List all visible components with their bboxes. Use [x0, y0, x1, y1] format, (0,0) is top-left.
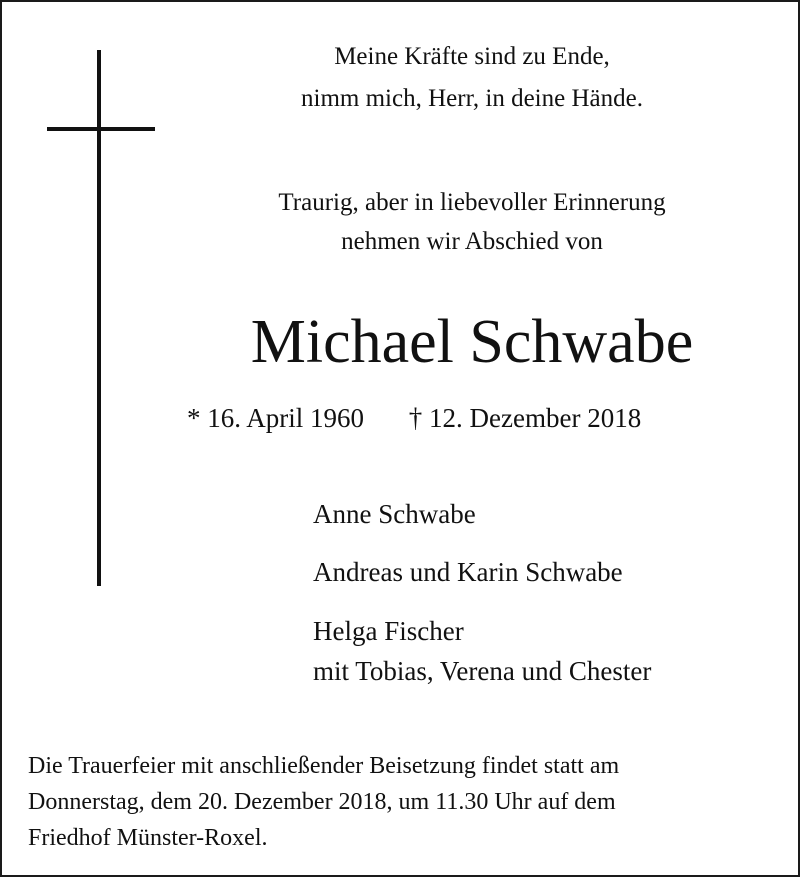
verse-line: nimm mich, Herr, in deine Hände.: [301, 85, 643, 112]
service-line: Donnerstag, dem 20. Dezember 2018, um 11.30 Uhr auf dem: [28, 789, 616, 815]
mourner-entry: [313, 611, 651, 691]
service-line: Friedhof Münster-Roxel.: [28, 825, 268, 851]
birth-date: * 16. April 1960: [187, 403, 365, 433]
mourner-entry: [313, 552, 623, 592]
service-details: [28, 748, 788, 856]
mourner-name: Andreas und Karin Schwabe: [313, 557, 623, 587]
death-date: † 12. Dezember 2018: [408, 403, 642, 433]
mourner-entry: [313, 494, 476, 534]
cross-icon-beam: [47, 127, 155, 131]
intro-line: Traurig, aber in liebevoller Erinnerung: [278, 189, 666, 216]
service-line: Die Trauerfeier mit anschließender Beisetzung findet statt am: [28, 753, 620, 779]
verse: [202, 36, 742, 120]
intro-line: nehmen wir Abschied von: [341, 228, 603, 255]
mourner-companions: mit Tobias, Verena und Chester: [313, 656, 652, 686]
deceased-name: Michael Schwabe: [250, 308, 694, 376]
intro-text: [172, 183, 772, 261]
life-dates: [187, 398, 767, 438]
mourner-name: Helga Fischer: [313, 616, 464, 646]
mourner-name: Anne Schwabe: [313, 499, 476, 529]
verse-line: Meine Kräfte sind zu Ende,: [334, 43, 610, 70]
